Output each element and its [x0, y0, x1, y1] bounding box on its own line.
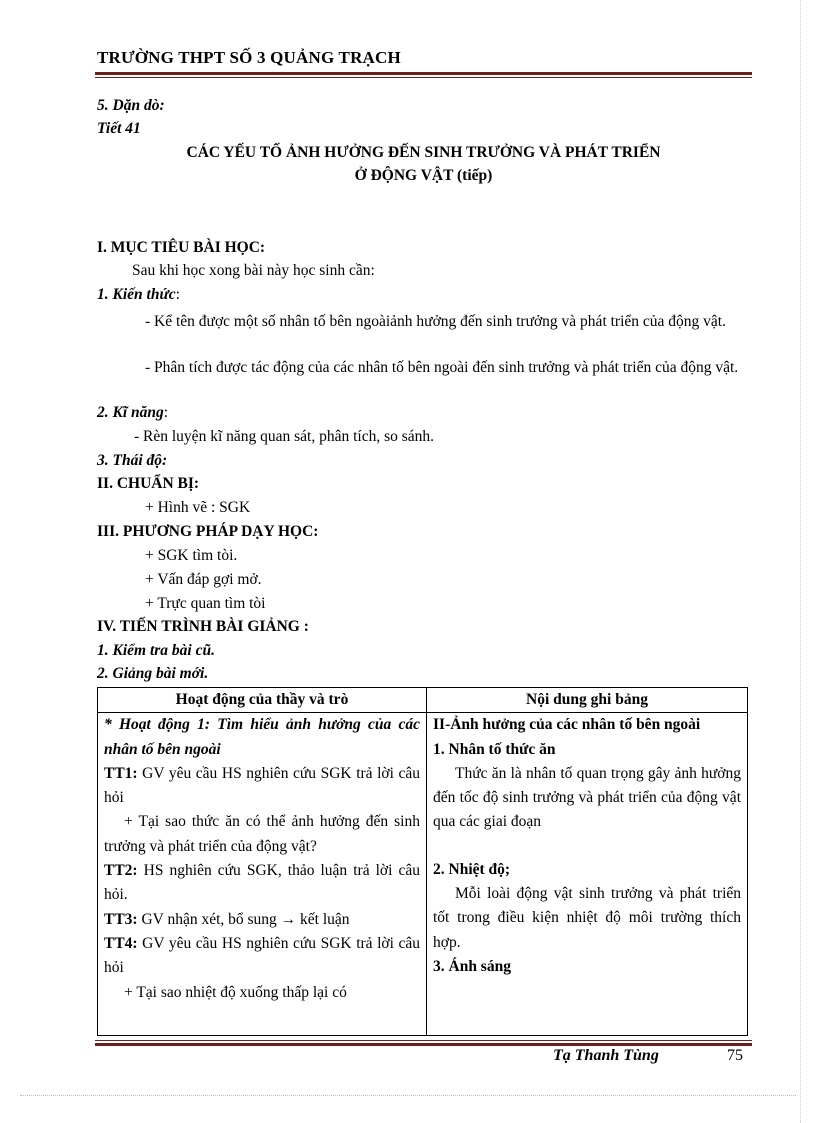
header-rule — [95, 72, 752, 78]
tt2-line — [104, 859, 420, 908]
knowledge-item-2: - Phân tích được tác động của các nhân tố bên ngoài đến sinh trưởng và phát triển của động vật. — [145, 359, 739, 376]
attitude-heading: 3. Thái độ: — [97, 452, 168, 469]
methods-item-1: + SGK tìm tòi. — [145, 547, 238, 564]
question-2: + Tại sao nhiệt độ xuống thấp lại có — [124, 983, 347, 1001]
skills-colon: : — [163, 404, 169, 421]
process-step-2: 2. Giảng bài mới. — [97, 665, 209, 682]
knowledge-heading-line — [97, 285, 180, 305]
factor2-title: 2. Nhiệt độ; — [433, 860, 511, 878]
skills-heading: 2. Kĩ năng — [97, 404, 164, 421]
methods-item-2: + Vấn đáp gợi mở. — [145, 571, 262, 588]
lesson-period: Tiết 41 — [97, 120, 141, 137]
process-step-1: 1. Kiểm tra bài cũ. — [97, 642, 215, 659]
tt4-text: GV yêu cầu HS nghiên cứu SGK trả lời câu hỏi — [104, 934, 420, 977]
objectives-heading: I. MỤC TIÊU BÀI HỌC: — [97, 239, 266, 256]
tt1-line — [104, 762, 420, 811]
knowledge-heading: 1. Kiến thức — [97, 286, 176, 303]
skills-heading-line — [97, 403, 168, 423]
tt2-label: TT2: — [104, 862, 138, 880]
tt4-label: TT4: — [104, 934, 138, 952]
tt3-line — [104, 908, 420, 932]
teacher-activity-cell — [98, 713, 427, 1036]
board-content-cell — [427, 713, 748, 1036]
preparation-heading: II. CHUẨN BỊ: — [97, 475, 200, 492]
factor1-title: 1. Nhân tố thức ăn — [433, 740, 556, 758]
question-1: + Tại sao thức ăn có thể ảnh hưởng đến sinh trưởng và phát triển của động vật? — [104, 813, 420, 855]
lesson-title-line2: Ở ĐỘNG VẬT (tiếp) — [354, 167, 493, 184]
footer-rule — [95, 1040, 752, 1046]
page-number: 75 — [727, 1047, 743, 1064]
col1-header: Hoạt động của thầy và trò — [98, 688, 427, 713]
page-edge-bottom — [20, 1095, 796, 1096]
tt3-text: GV nhận xét, bổ sung → kết luận — [137, 910, 350, 928]
factor2-text: Mỗi loài động vật sinh trưởng và phát triển tốt trong điều kiện nhiệt độ môi trường thích hợp. — [433, 885, 741, 951]
table-row — [98, 713, 748, 1036]
methods-heading: III. PHƯƠNG PHÁP DẠY HỌC: — [97, 523, 319, 540]
factor3-title: 3. Ánh sáng — [433, 957, 511, 975]
tt4-line — [104, 932, 420, 981]
factor1-text: Thức ăn là nhân tố quan trọng gây ảnh hưởng đến tốc độ sinh trưởng và phát triển của động vật qua các giai đoạn — [433, 764, 741, 831]
footer-author: Tạ Thanh Tùng — [553, 1047, 659, 1064]
methods-item-3: + Trực quan tìm tòi — [145, 595, 266, 612]
lesson-table — [97, 687, 748, 1036]
activity-title: * Hoạt động 1: Tìm hiểu ảnh hưởng của các nhân tố bên ngoài — [104, 716, 420, 758]
skills-item-1: - Rèn luyện kĩ năng quan sát, phân tích, so sánh. — [134, 428, 435, 445]
process-heading: IV. TIẾN TRÌNH BÀI GIẢNG : — [97, 618, 309, 635]
knowledge-colon: : — [175, 286, 180, 303]
col2-header: Nội dung ghi bảng — [427, 688, 748, 713]
section-title: II-Ảnh hưởng của các nhân tố bên ngoài — [433, 716, 701, 734]
lesson-title-line1: CÁC YẾU TỐ ẢNH HƯỞNG ĐẾN SINH TRƯỞNG VÀ PHÁT TRIỂN — [186, 144, 661, 161]
knowledge-item-1: - Kể tên được một số nhân tố bên ngoàiảnh hưởng đến sinh trưởng và phát triển của động vật. — [145, 313, 726, 330]
table-header-row — [98, 688, 748, 713]
objectives-intro: Sau khi học xong bài này học sinh cần: — [132, 262, 375, 279]
tt2-text: HS nghiên cứu SGK, thảo luận trả lời câu hỏi. — [104, 862, 420, 904]
page-edge-right — [800, 0, 801, 1123]
prev-section: 5. Dặn dò: — [97, 97, 165, 114]
school-header: TRƯỜNG THPT SỐ 3 QUẢNG TRẠCH — [97, 48, 401, 67]
tt1-text: GV yêu cầu HS nghiên cứu SGK trả lời câu hỏi — [104, 764, 420, 807]
tt3-label: TT3: — [104, 910, 138, 928]
tt1-label: TT1: — [104, 764, 138, 782]
preparation-item: + Hình vẽ : SGK — [145, 499, 251, 516]
